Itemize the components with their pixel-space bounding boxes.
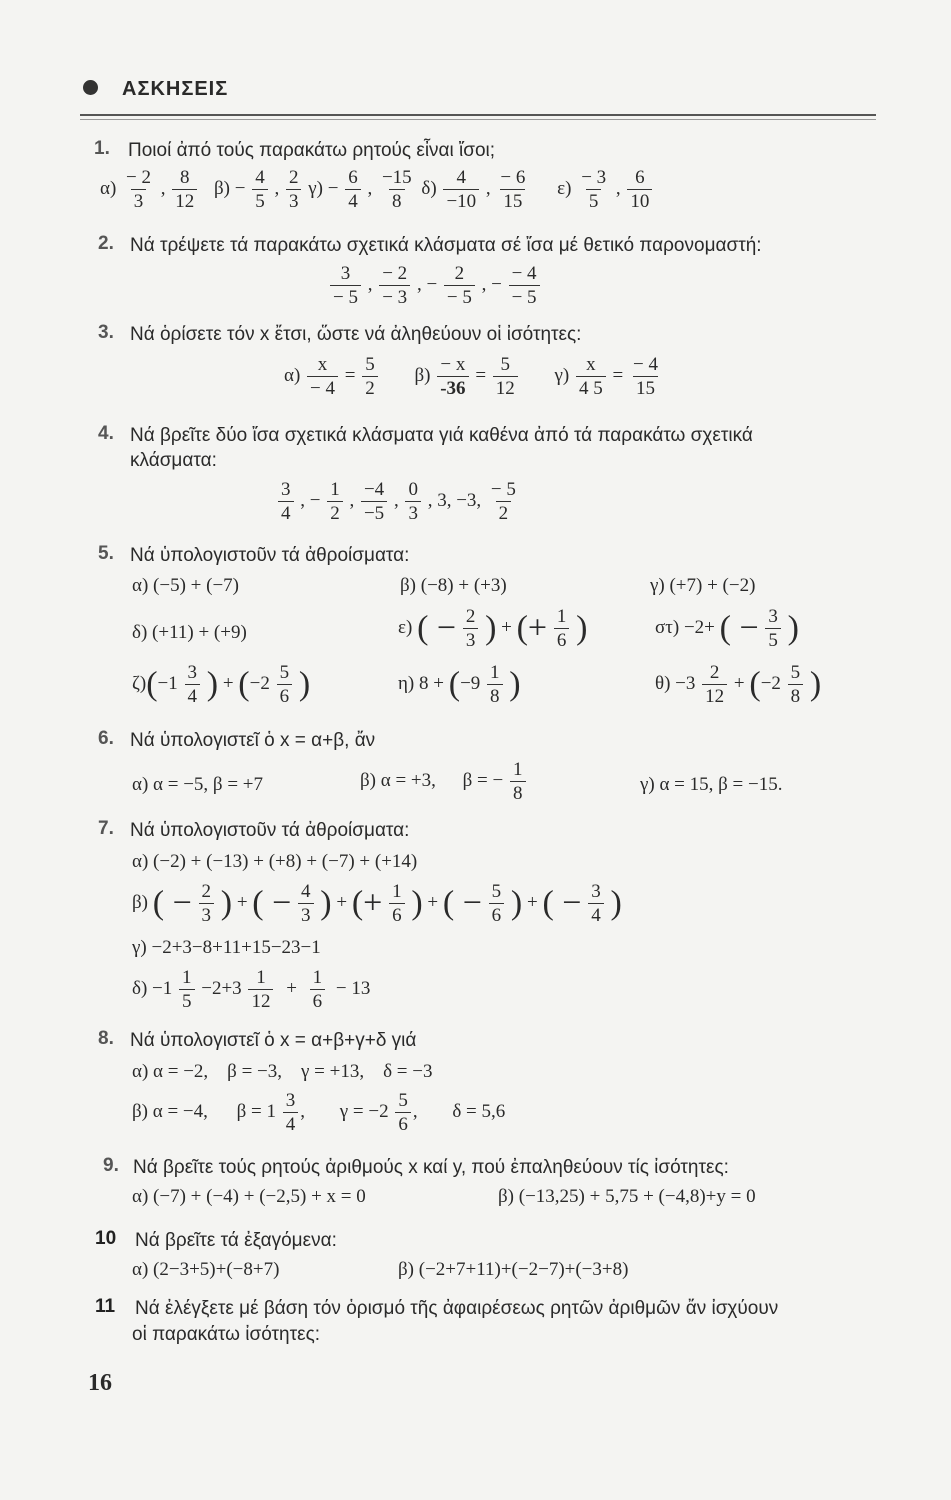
fraction: $\frac{- 6}{15}$: [500, 167, 526, 212]
exercise-text-cont: κλάσματα:: [130, 450, 217, 471]
fraction: $\frac{3}{- 5}$: [330, 264, 361, 307]
exercise-number: 1.: [94, 138, 110, 159]
sum-a: α) (−5) + (−7): [132, 575, 239, 596]
expression-a: α) (2−3+5)+(−8+7): [132, 1259, 280, 1280]
fraction: $\frac{-15}{8}$: [381, 167, 412, 212]
case-a: α) α = −5, β = +7: [132, 774, 264, 795]
fraction-pairs: α) $\frac{- 2}{3}$ , $\frac{8}{12}$ β) − $\frac{4}{5}$ , $\frac{2}{3}$ γ) − $\frac{6}{4}$ , $\frac{-15}{8}$ δ) $\frac{4}{-10}$ , $\frac{- 6}{15}$ ε) $\frac{- 3}{5}$ , $\frac{6}{10}$: [100, 168, 654, 211]
exercise-text-cont: οἱ παρακάτω ἰσότητες:: [132, 1324, 321, 1345]
fraction: $\frac{1}{6}$: [389, 882, 405, 925]
case-b: β) α = +3, β = − $\frac{1}{8}$: [360, 760, 528, 803]
exercise-number: 8.: [98, 1028, 114, 1049]
sum-a: α) (−2) + (−13) + (+8) + (−7) + (+14): [132, 851, 418, 872]
exercise-text: Νά βρεῖτε τά ἐξαγόμενα:: [135, 1230, 337, 1251]
sum-c: γ) −2+3−8+11+15−23−1: [132, 937, 321, 958]
fraction: $\frac{1}{2}$: [327, 480, 343, 523]
sum-b: β) (−8) + (+3): [400, 575, 507, 596]
fraction: $\frac{6}{10}$: [627, 168, 652, 211]
exercise-text: Νά βρεῖτε δύο ἴσα σχετικά κλάσματα γιά καθένα ἀπό τά παρακάτω σχετικά: [130, 425, 753, 446]
fraction: $\frac{- 2}{- 3}$: [379, 264, 410, 307]
fraction: $\frac{2}{- 5}$: [444, 264, 475, 307]
section-title: ΑΣΚΗΣΕΙΣ: [122, 78, 229, 100]
sum-c: γ) (+7) + (−2): [650, 575, 756, 596]
fraction: $\frac{4}{3}$: [298, 882, 314, 925]
fraction: $\frac{8}{12}$: [172, 168, 197, 211]
fraction: $\frac{5}{6}$: [395, 1091, 411, 1134]
exercise-number: 9.: [103, 1155, 119, 1176]
exercise-number: 10: [95, 1228, 117, 1249]
fraction: $\frac{- 4}{- 5}$: [509, 264, 540, 307]
header-rule-thin: [80, 119, 876, 120]
fraction: $\frac{5}{6}$: [489, 882, 505, 925]
sum-z: ζ)(−1 $\frac{3}{4}$ ) + (−2 $\frac{5}{6}$ ): [132, 662, 311, 707]
fraction: $\frac{2}{3}$: [286, 168, 302, 211]
case-b: β) α = −4, β = 1 $\frac{3}{4}$ , γ = −2 $\frac{5}{6}$ , δ = 5,6: [132, 1090, 506, 1135]
fraction: $\frac{2}{3}$: [463, 607, 479, 650]
fraction: $\frac{5}{8}$: [788, 663, 804, 706]
sum-b: β) ( − $\frac{2}{3}$ ) + ( − $\frac{4}{3}$ ) + (+ $\frac{1}{6}$ ) + ( − $\frac{5}{6}$ ) + ( − $\frac{3}{4}$ ): [132, 881, 622, 926]
fraction-list: $\frac{3}{- 5}$ , $\frac{- 2}{- 3}$ , − $\frac{2}{- 5}$ , − $\frac{- 4}{- 5}$: [328, 264, 542, 307]
equation-b: β) (−13,25) + 5,75 + (−4,8)+y = 0: [498, 1186, 756, 1207]
exercise-text: Νά ὁρίσετε τόν x ἔτσι, ὥστε νά ἀληθεύουν οἱ ἰσότητες:: [130, 324, 582, 345]
header-bullet-icon: [83, 80, 98, 95]
header-rule: [80, 114, 876, 116]
exercise-number: 6.: [98, 728, 114, 749]
fraction: $\frac{- 3}{5}$: [581, 167, 607, 212]
sum-th: θ) −3 $\frac{2}{12}$ + (−2 $\frac{5}{8}$ ): [655, 662, 822, 707]
fraction: $\frac{1}{5}$: [179, 968, 195, 1011]
case-c: γ) α = 15, β = −15.: [640, 774, 783, 795]
exercise-text: Νά ὑπολογιστεῖ ὁ x = α+β+γ+δ γιά: [130, 1030, 417, 1051]
sum-st: στ) −2+ ( − $\frac{3}{5}$ ): [655, 606, 799, 651]
fraction: $\frac{5}{6}$: [277, 663, 293, 706]
fraction: $\frac{6}{4}$: [345, 168, 361, 211]
case-a: α) α = −2, β = −3, γ = +13, δ = −3: [132, 1061, 433, 1082]
fraction: $\frac{3}{4}$: [283, 1091, 299, 1134]
fraction: $\frac{1}{6}$: [554, 607, 570, 650]
exercise-text: Νά ἐλέγξετε μέ βάση τόν ὁρισμό τῆς ἀφαιρέσεως ρητῶν ἀριθμῶν ἄν ἰσχύουν: [135, 1298, 779, 1319]
fraction: $\frac{x}{4 5}$: [576, 355, 606, 398]
exercise-text: Ποιοί ἀπό τούς παρακάτω ρητούς εἶναι ἴσοι;: [128, 140, 496, 161]
exercise-text: Νά βρεῖτε τούς ρητούς ἀριθμούς x καί y, πού ἐπαληθεύουν τίς ἰσότητες:: [133, 1157, 729, 1178]
exercise-number: 2.: [98, 233, 114, 254]
sum-d: δ) −1 $\frac{1}{5}$ −2+3 $\frac{1}{12}$ + $\frac{1}{6}$ − 13: [132, 967, 371, 1012]
fraction: $\frac{3}{4}$: [588, 882, 604, 925]
fraction: $\frac{x}{- 4}$: [307, 355, 338, 398]
exercise-text: Νά ὑπολογιστεῖ ὁ x = α+β, ἄν: [130, 730, 376, 751]
exercise-text: Νά τρέψετε τά παρακάτω σχετικά κλάσματα σέ ἴσα μέ θετικό παρονομαστή:: [130, 235, 762, 256]
fraction: $\frac{2}{3}$: [199, 882, 215, 925]
fraction: $\frac{3}{4}$: [278, 480, 294, 523]
expression-b: β) (−2+7+11)+(−2−7)+(−3+8): [398, 1259, 629, 1280]
fraction: $\frac{1}{12}$: [248, 968, 273, 1011]
fraction: $\frac{3}{4}$: [185, 663, 201, 706]
fraction: $\frac{5}{12}$: [493, 355, 518, 398]
sum-h: η) 8 + (−9 $\frac{1}{8}$ ): [398, 662, 521, 707]
exercise-text: Νά ὑπολογιστοῦν τά ἀθροίσματα:: [130, 545, 410, 566]
fraction: $\frac{5}{2}$: [362, 355, 378, 398]
equation-a: α) (−7) + (−4) + (−2,5) + x = 0: [132, 1186, 366, 1207]
exercise-number: 3.: [98, 322, 114, 343]
exercise-number: 4.: [98, 423, 114, 444]
fraction: $\frac{1}{8}$: [487, 663, 503, 706]
fraction: $\frac{0}{3}$: [405, 480, 421, 523]
sum-d: δ) (+11) + (+9): [132, 622, 247, 643]
fraction: $\frac{4}{-10}$: [443, 168, 479, 211]
exercise-text: Νά ὑπολογιστοῦν τά ἀθροίσματα:: [130, 820, 410, 841]
fraction: $\frac{4}{5}$: [252, 168, 268, 211]
fraction: $\frac{3}{5}$: [765, 607, 781, 650]
exercise-number: 5.: [98, 543, 114, 564]
page-number: 16: [88, 1370, 112, 1396]
exercise-number: 11: [95, 1296, 116, 1317]
sum-e: ε) ( − $\frac{2}{3}$ ) + (+ $\frac{1}{6}$ ): [398, 606, 588, 651]
fraction: $\frac{- 2}{3}$: [126, 167, 152, 212]
fraction: $\frac{- 5}{2}$: [490, 479, 516, 524]
fraction: $\frac{-4}{-5}$: [361, 480, 387, 523]
fraction: $\frac{- x}{-36}$: [437, 355, 468, 398]
equations: α) $\frac{x}{- 4}$ = $\frac{5}{2}$ β) $\frac{- x}{-36}$ = $\frac{5}{12}$ γ) $\frac{x}{4 5}$ = $\frac{- 4}{15}$: [284, 355, 663, 398]
fraction: $\frac{- 4}{15}$: [632, 354, 658, 399]
fraction: $\frac{2}{12}$: [702, 663, 727, 706]
fraction-list: $\frac{3}{4}$ , − $\frac{1}{2}$ , $\frac{-4}{-5}$ , $\frac{0}{3}$ , 3, −3, $\frac{- 5}{2}$: [276, 480, 521, 523]
fraction: $\frac{1}{8}$: [510, 760, 526, 803]
fraction: $\frac{1}{6}$: [310, 968, 326, 1011]
exercise-number: 7.: [98, 818, 114, 839]
